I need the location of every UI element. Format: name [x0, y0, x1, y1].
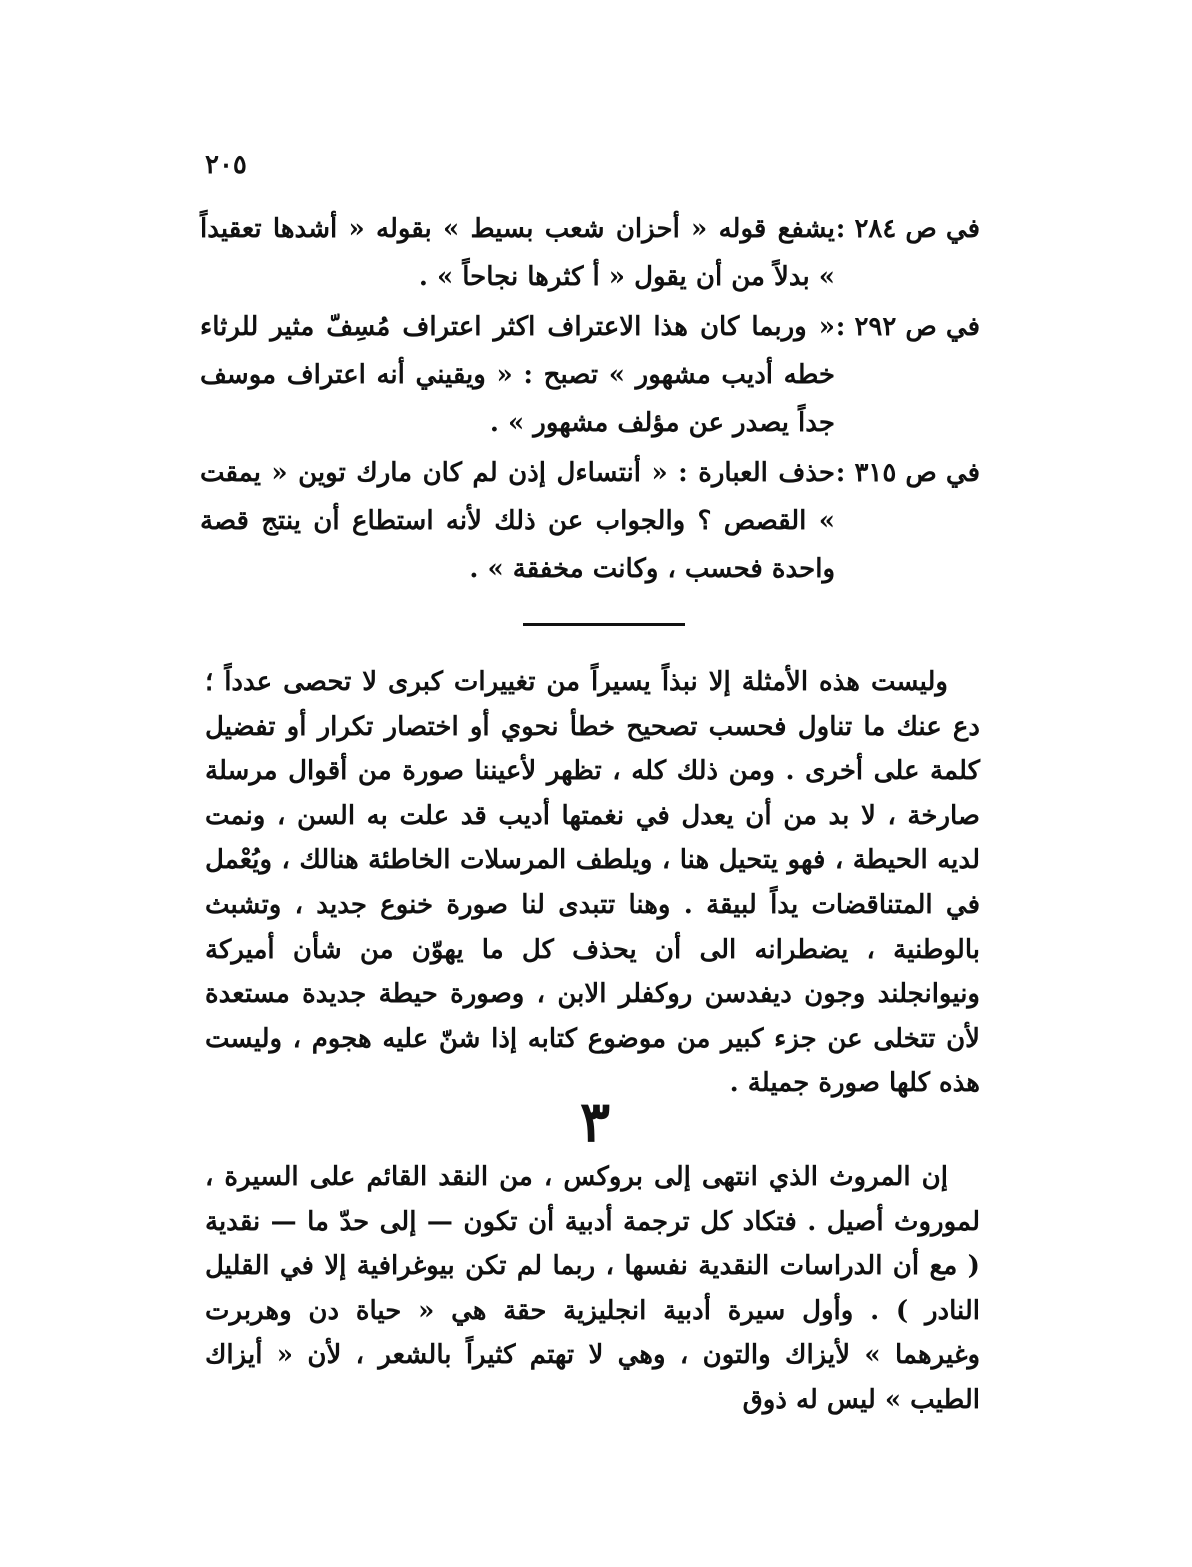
note-text: يشفع قوله « أحزان شعب بسيط » بقوله « أشدها تعقيداً » بدلاً من أن يقول « أ كثرها نجاحاً » .: [200, 214, 835, 292]
revision-note: [200, 205, 980, 301]
page-number: ٢٠٥: [205, 150, 247, 180]
revision-note: [200, 449, 980, 593]
note-page-reference: في ص ٢٩٢ :: [835, 312, 980, 342]
note-page-reference: في ص ٢٨٤ :: [835, 214, 980, 244]
note-text: « وربما كان هذا الاعتراف اكثر اعتراف مُسِفّ مثير للرثاء خطه أديب مشهور » تصبح : « ويقيني أنه اعتراف موسف جداً يصدر عن مؤلف مشهور » .: [200, 312, 835, 438]
section-number: ٣: [579, 1089, 611, 1155]
section-divider: [523, 623, 685, 626]
body-paragraph: إن المروث الذي انتهى إلى بروكس ، من النقد القائم على السيرة ، لموروث أصيل . فتكاد كل ترجمة أدبية أن تكون — إلى حدّ ما — نقدية ( مع أن الدراسات النقدية نفسها ، ربما لم تكن بيوغرافية إلا في القليل النادر ) . وأول سيرة أدبية انجليزية حقة هي « حياة دن وهربرت وغيرهما » لأيزاك والتون ، وهي لا تهتم كثيراً بالشعر ، لأن « أيزاك الطيب » ليس له ذوق: [205, 1162, 980, 1415]
note-text: حذف العبارة : « أنتساءل إذن لم كان مارك توين « يمقت » القصص ؟ والجواب عن ذلك لأنه استطاع أن ينتج قصة واحدة فحسب ، وكانت مخفقة » .: [200, 458, 835, 584]
body-paragraph: وليست هذه الأمثلة إلا نبذاً يسيراً من تغييرات كبرى لا تحصى عدداً ؛ دع عنك ما تناول فحسب تصحيح خطأ نحوي أو اختصار تكرار أو تفضيل كلمة على أخرى . ومن ذلك كله ، تظهر لأعيننا صورة من أقوال مرسلة صارخة ، لا بد من أن يعدل في نغمتها أديب قد علت به السن ، ونمت لديه الحيطة ، فهو يتحيل هنا ، ويلطف المرسلات الخاطئة هنالك ، ويُعْمل في المتناقضات يداً لبيقة . وهنا تتبدى لنا صورة خنوع جديد ، وتشبث بالوطنية ، يضطرانه الى أن يحذف كل ما يهوّن من شأن أميركة ونيوانجلند وجون ديفدسن روكفلر الابن ، وصورة حيطة جديدة مستعدة لأن تتخلى عن جزء كبير من موضوع كتابه إذا شنّ عليه هجوم ، وليست هذه كلها صورة جميلة .: [205, 667, 980, 1099]
revision-note: [200, 303, 980, 447]
revision-notes: [200, 205, 980, 595]
note-page-reference: في ص ٣١٥ :: [835, 458, 980, 488]
